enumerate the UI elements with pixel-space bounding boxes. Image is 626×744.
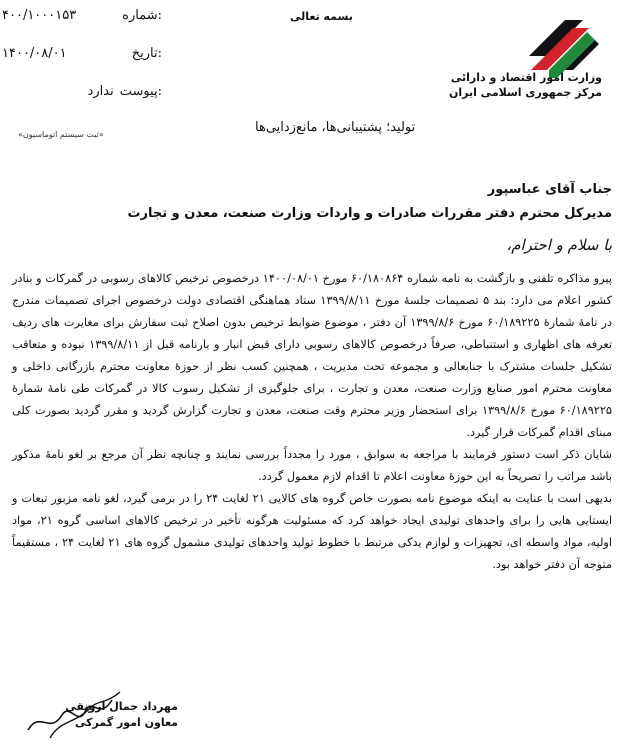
body-paragraph-2: شایان ذکر است دستور فرمایند با مراجعه به سوابق ، مورد را مجدداً بررسی نمایند و چنانچه نظر آن مرجع بر لغو نامهٔ مذکور باشد مراتب را تصریحاً به این حوزهٔ معاونت اعلام تا اقدام لازم معمول گردد.	[12, 448, 612, 483]
signer-title: معاون امور گمرکی	[75, 716, 178, 729]
greeting: با سلام و احترام،	[506, 236, 612, 254]
letter-attachment: ندارد	[87, 84, 114, 99]
subject-tags: تولید؛ پشتیبانی‌ها، مانع‌زدایی‌ها	[255, 120, 416, 135]
addressee-title: مدیرکل محترم دفتر مقررات صادرات و واردات وزارت صنعت، معدن و تجارت	[127, 206, 612, 221]
signer-block	[8, 699, 178, 731]
body-paragraph-1: پیرو مذاکره تلفنی و بازگشت به نامه شماره ۶۰/۱۸۰۸۶۴ مورخ ۱۴۰۰/۰۸/۰۱ درخصوص ترخیص کالاهای رسوبی در گمرکات و بنادر کشور اعلام می دارد: بند ۵ تصمیمات جلسهٔ مورخ ۱۳۹۹/۸/۱۱ ستاد هماهنگی اقتصادی دولت درخصوص اجرای تصمیمات مندرج در نامهٔ شمارهٔ ۶۰/۱۸۹۲۲۵ مورخ ۱۳۹۹/۸/۶ آن دفتر ، موضوع ضوابط ترخیص بدون اصلاح ثبت سفارش برای مغایرت های ردیف تعرفه های اظهاری و استنباطی، صرفاً درخصوص کالاهای رسوبی دارای قبض انبار و بارنامه قبل از ۱۳۹۹/۸/۱۱ نبوده و متعاقب تشکیل جلسات مشترک با جنابعالی و مجموعه تحت مدیریت ، همچنین کسب نظر از حوزهٔ معاونت محترم بازرگانی داخلی و معاونت محترم امور صنایع وزارت صنعت، معدن و تجارت ، برای جلوگیری از تشکیل رسوب کالا در گمرکات طی نامهٔ شمارهٔ ۶۰/۱۸۹۲۲۵ مورخ ۱۳۹۹/۸/۶ برای استحضار وزیر محترم وقت صنعت، معدن و تجارت گزارش گردید و مقرر گردید بصورت کلی مبنای اقدام گمرکات قرار گیرد.	[12, 272, 612, 439]
meta-attachment-row	[2, 84, 162, 122]
system-note: «ثبت سیستم اتوماسیون»	[18, 130, 104, 139]
customs-logo-icon	[521, 8, 605, 78]
addressee-name: جناب آقای عباسپور	[487, 182, 612, 197]
addressee	[127, 178, 612, 226]
ministry-line-2: مرکز جمهوری اسلامی ایران	[448, 86, 602, 99]
meta-number-row	[2, 8, 162, 46]
signer-name: مهرداد جمال ارونقی	[65, 700, 178, 713]
ministry-name	[432, 70, 602, 100]
letter-meta	[2, 8, 162, 122]
letter-number-label: شماره:	[122, 8, 162, 23]
letter-number: ۴۰۰/۱۰۰۰۱۵۳	[2, 8, 77, 23]
letter-body	[12, 268, 612, 576]
bismillah-heading: بسمه تعالی	[290, 10, 353, 23]
letter-date: ۱۴۰۰/۰۸/۰۱	[2, 46, 67, 61]
letter-date-label: تاریخ:	[131, 46, 162, 61]
letter-attachment-label: پیوست:	[119, 84, 162, 99]
ministry-line-1: وزارت امور اقتصاد و دارائی	[450, 71, 602, 84]
meta-date-row	[2, 46, 162, 84]
body-paragraph-3: بدیهی است با عنایت به اینکه موضوع نامه بصورت خاص گروه های کالایی ۲۱ لغایت ۲۴ را در برمی گیرد، لغو نامه مزبور تبعات و ایستایی هایی را برای واحدهای تولیدی ایجاد خواهد کرد که مسئولیت هرگونه تأخیر در ترخیص کالاهای اساسی گروه ۲۱، مواد اولیه، مواد واسطه ای، تجهیزات و لوازم یدکی مرتبط با خطوط تولید واحدهای تولیدی مشمول گروه های ۲۱ لغایت ۲۴ ، مستقیماً متوجه آن دفتر خواهد بود.	[12, 492, 612, 571]
